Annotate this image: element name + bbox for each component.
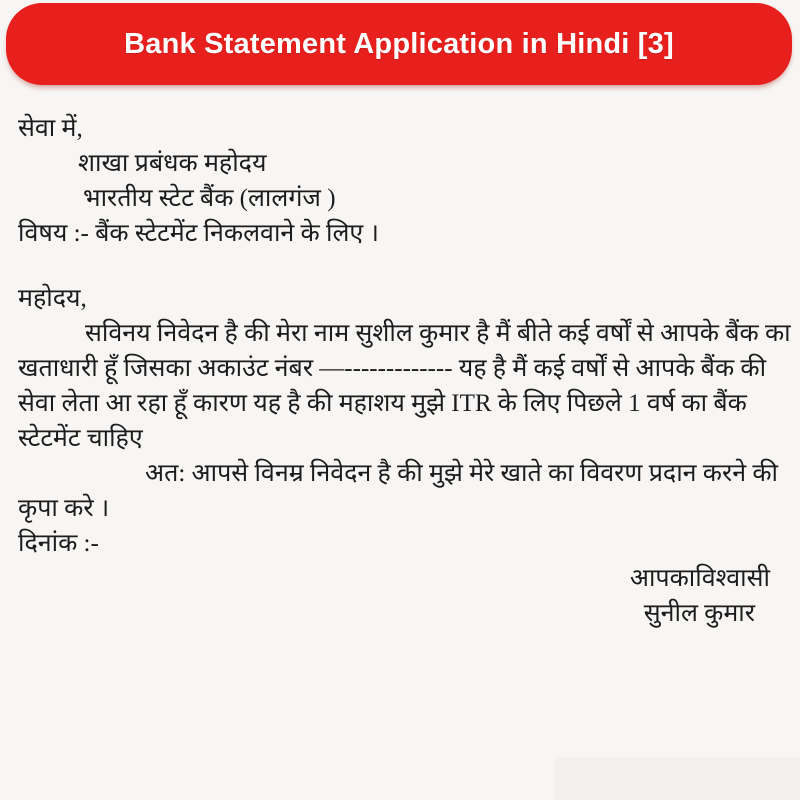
body-line-1: सविनय निवेदन है की मेरा नाम सुशील कुमार है मैं बीते कई वर्षों से आपके बैंक का bbox=[85, 320, 791, 347]
signature-name: सुनील कुमार bbox=[643, 600, 755, 627]
background-corner-patch bbox=[555, 757, 800, 800]
page-title: Bank Statement Application in Hindi [3] bbox=[124, 27, 674, 60]
body-line-6: कृपा करे । bbox=[18, 495, 110, 522]
greeting-line: महोदय, bbox=[18, 285, 87, 312]
recipient-line-2: भारतीय स्टेट बैंक (लालगंज ) bbox=[83, 185, 336, 212]
body-line-4: स्टेटमेंट चाहिए bbox=[18, 425, 143, 452]
salutation-line: सेवा में, bbox=[18, 115, 83, 142]
letter-body bbox=[0, 111, 800, 631]
header-banner bbox=[6, 3, 792, 85]
date-line: दिनांक :- bbox=[18, 530, 99, 557]
recipient-line-1: शाखा प्रबंधक महोदय bbox=[78, 150, 267, 177]
body-line-5: अत: आपसे विनम्र निवेदन है की मुझे मेरे खाते का विवरण प्रदान करने की bbox=[145, 460, 779, 487]
signature-block bbox=[18, 561, 782, 631]
paragraph-gap bbox=[18, 251, 782, 281]
body-line-3: सेवा लेता आ रहा हूँ कारण यह है की महाशय मुझे ITR के लिए पिछले 1 वर्ष का बैंक bbox=[18, 390, 747, 417]
signature-closing: आपकाविश्वासी bbox=[629, 565, 770, 592]
subject-line: विषय :- बैंक स्टेटमेंट निकलवाने के लिए । bbox=[18, 220, 379, 247]
body-line-2: खताधारी हूँ जिसका अकाउंट नंबर —------------- यह है मैं कई वर्षों से आपके बैंक की bbox=[18, 355, 767, 382]
